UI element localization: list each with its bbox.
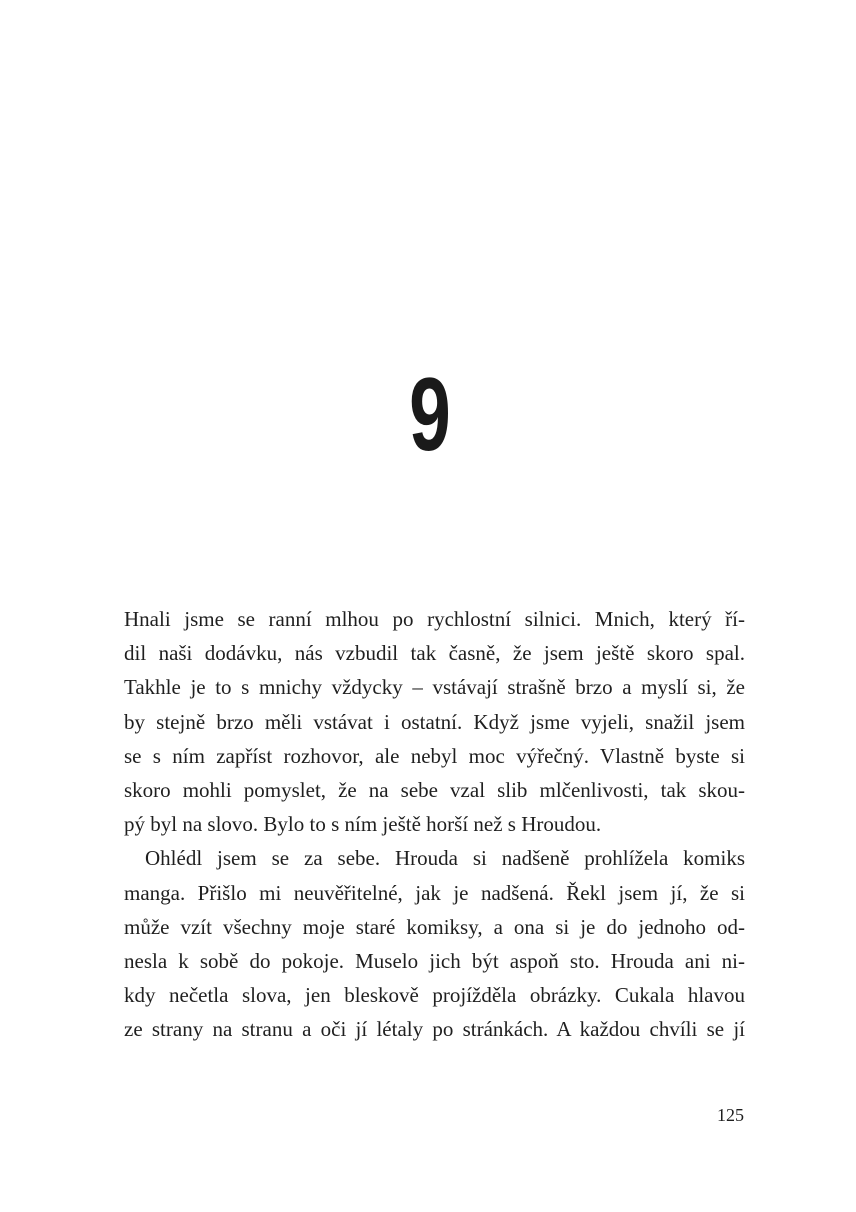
text-line: pý byl na slovo. Bylo to s ním ještě horší než s Hroudou. [124,812,602,837]
chapter-number: 9 [409,357,451,473]
text-line: nesla k sobě do pokoje. Muselo jich být aspoň sto. Hrouda ani ni- [124,948,745,973]
text-line: se s ním zapříst rozhovor, ale nebyl moc výřečný. Vlastně byste si [124,743,745,768]
text-line: Takhle je to s mnichy vždycky – vstávají strašně brzo a myslí si, že [124,675,745,700]
text-line: manga. Přišlo mi neuvěřitelné, jak je nadšená. Řekl jsem jí, že si [124,880,745,905]
paragraph-1 [124,602,745,841]
text-line: by stejně brzo měli vstávat i ostatní. Když jsme vyjeli, snažil jsem [124,709,745,734]
paragraph-2 [124,841,745,1046]
body-text [124,602,745,1046]
text-line: dil naši dodávku, nás vzbudil tak časně, že jsem ještě skoro spal. [124,641,745,666]
page-number: 125 [717,1105,744,1125]
text-line: ze strany na stranu a oči jí létaly po stránkách. A každou chvíli se jí [124,1017,745,1042]
text-line: Ohlédl jsem se za sebe. Hrouda si nadšeně prohlížela komiks [145,846,745,871]
text-line: skoro mohli pomyslet, že na sebe vzal slib mlčenlivosti, tak skou- [124,777,745,802]
text-line: kdy nečetla slova, jen bleskově projížděla obrázky. Cukala hlavou [124,983,745,1008]
text-line: může vzít všechny moje staré komiksy, a ona si je do jednoho od- [124,914,745,939]
text-line: Hnali jsme se ranní mlhou po rychlostní silnici. Mnich, který ří- [124,607,745,631]
